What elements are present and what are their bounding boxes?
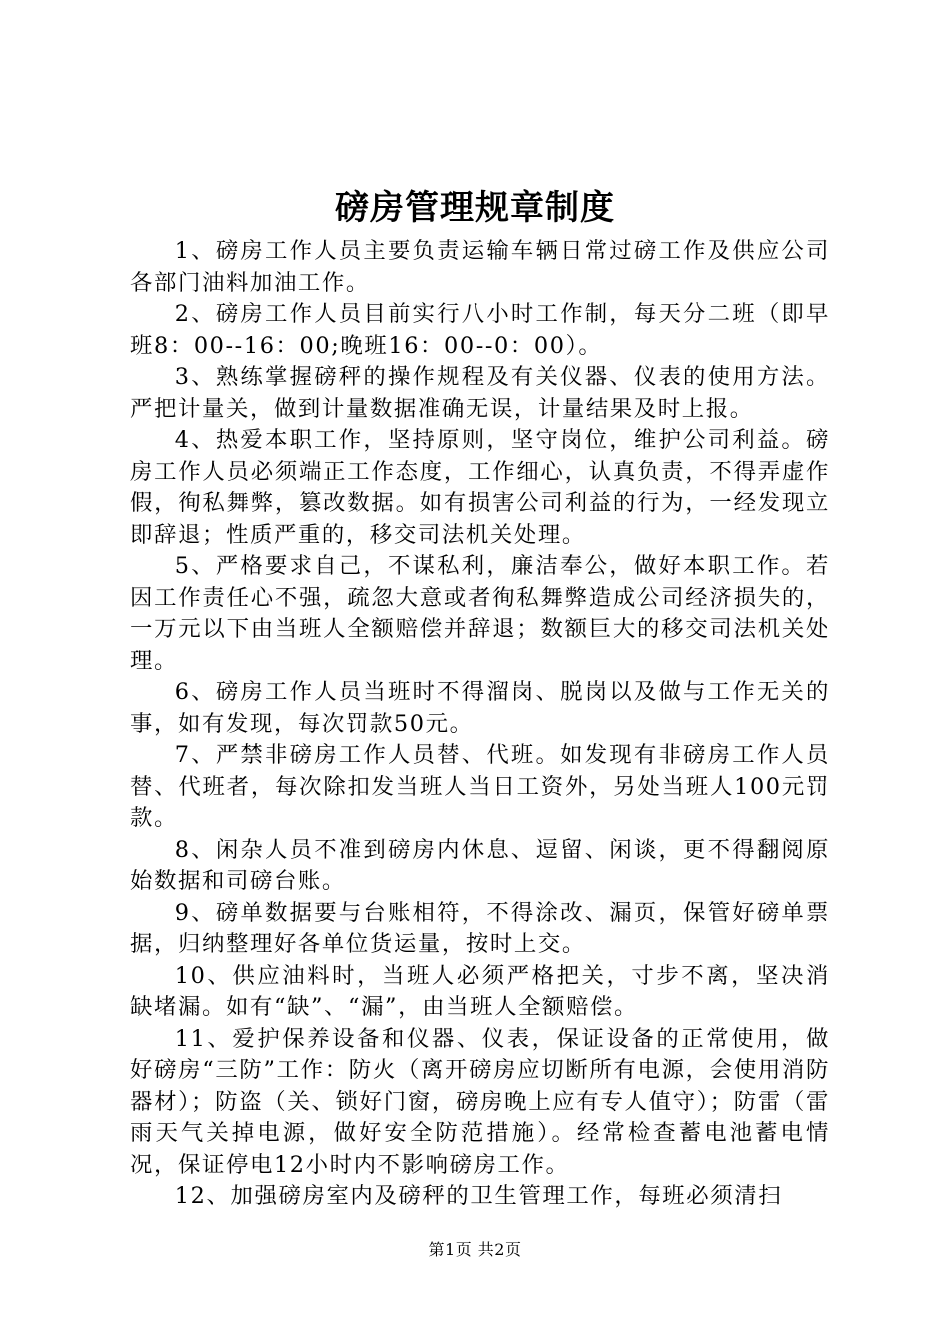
page-footer: 第1页 共2页 <box>428 1240 522 1259</box>
document-title: 磅房管理规章制度 <box>335 188 615 228</box>
rule-paragraph-4: 4、热爱本职工作，坚持原则，坚守岗位，维护公司利益。磅房工作人员必须端正工作态度，工作细心，认真负责，不得弄虚作假，徇私舞弊，篡改数据。如有损害公司利益的行为，一经发现立即辞退；性质严重的，移交司法机关处理。 <box>130 427 830 548</box>
rule-paragraph-10: 10、供应油料时，当班人必须严格把关，寸步不离，坚决消缺堵漏。如有“缺”、“漏”，由当班人全额赔偿。 <box>130 962 830 1020</box>
rule-paragraph-5: 5、严格要求自己，不谋私利，廉洁奉公，做好本职工作。若因工作责任心不强，疏忽大意或者徇私舞弊造成公司经济损失的，一万元以下由当班人全额赔偿并辞退；数额巨大的移交司法机关处理。 <box>130 553 830 674</box>
rule-paragraph-12: 12、加强磅房室内及磅秤的卫生管理工作，每班必须清扫 <box>174 1183 783 1209</box>
rule-paragraph-1: 1、磅房工作人员主要负责运输车辆日常过磅工作及供应公司各部门油料加油工作。 <box>130 238 830 296</box>
rule-paragraph-7: 7、严禁非磅房工作人员替、代班。如发现有非磅房工作人员替、代班者，每次除扣发当班人当日工资外，另处当班人100元罚款。 <box>130 742 830 831</box>
rule-paragraph-6: 6、磅房工作人员当班时不得溜岗、脱岗以及做与工作无关的事，如有发现，每次罚款50元。 <box>130 679 830 737</box>
rule-paragraph-3: 3、熟练掌握磅秤的操作规程及有关仪器、仪表的使用方法。严把计量关，做到计量数据准确无误，计量结果及时上报。 <box>130 364 830 422</box>
rule-paragraph-2: 2、磅房工作人员目前实行八小时工作制，每天分二班（即早班8：00--16：00;晚班16：00--0：00）。 <box>130 301 830 359</box>
rule-paragraph-9: 9、磅单数据要与台账相符，不得涂改、漏页，保管好磅单票据，归纳整理好各单位货运量，按时上交。 <box>130 899 830 957</box>
rule-paragraph-8: 8、闲杂人员不准到磅房内休息、逗留、闲谈，更不得翻阅原始数据和司磅台账。 <box>130 836 830 894</box>
rule-paragraph-11: 11、爱护保养设备和仪器、仪表，保证设备的正常使用，做好磅房“三防”工作：防火（离开磅房应切断所有电源，会使用消防器材）；防盗（关、锁好门窗，磅房晚上应有专人值守）；防雷（雷雨天气关掉电源，做好安全防范措施）。经常检查蓄电池蓄电情况，保证停电12小时内不影响磅房工作。 <box>130 1025 830 1178</box>
document-body <box>130 236 830 1213</box>
